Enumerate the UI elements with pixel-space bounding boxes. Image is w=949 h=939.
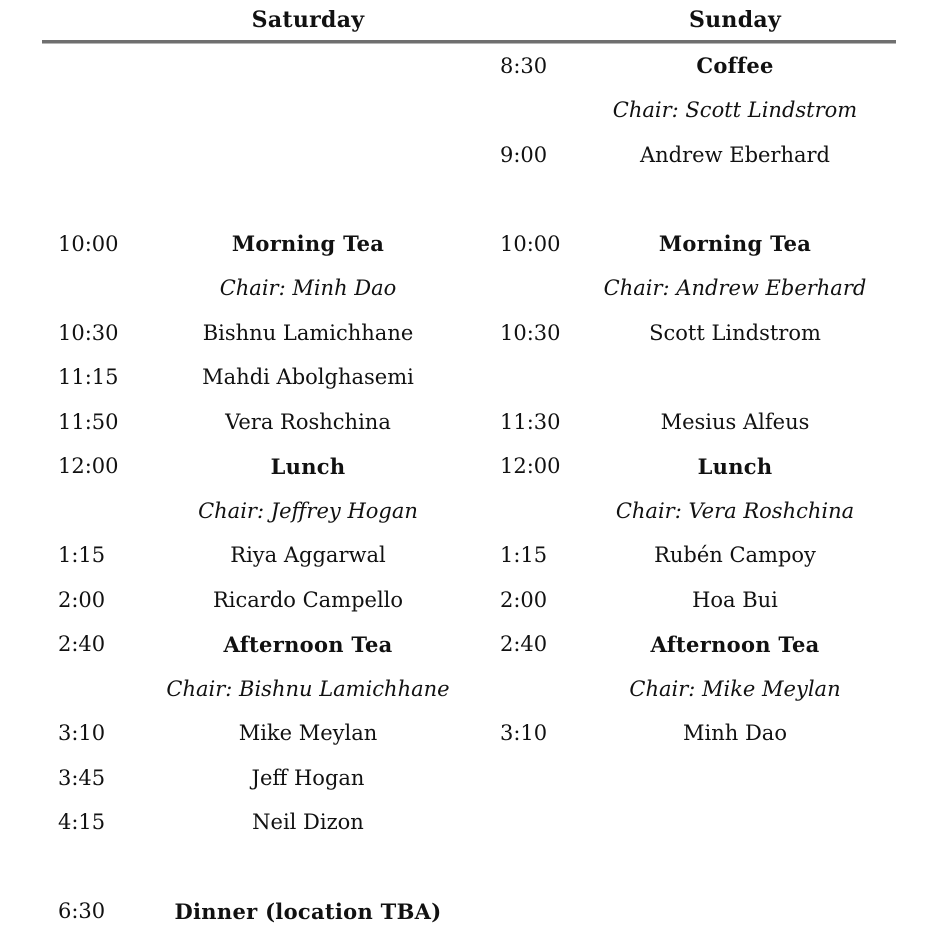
schedule-rows xyxy=(42,44,912,934)
sunday-time-cell: 9:00 xyxy=(500,142,548,167)
sunday-event-cell: Lunch xyxy=(697,453,773,479)
saturday-event-cell: Morning Tea xyxy=(231,231,385,257)
day-header-saturday: Saturday xyxy=(251,7,365,33)
sunday-time-cell: 2:00 xyxy=(500,587,548,612)
sunday-event-cell: Morning Tea xyxy=(658,231,812,257)
sunday-event-cell: Chair: Vera Roshchina xyxy=(615,498,855,523)
saturday-time-cell: 10:30 xyxy=(58,320,119,345)
saturday-event-cell: Neil Dizon xyxy=(252,810,364,835)
sunday-event-cell: Chair: Andrew Eberhard xyxy=(603,276,867,301)
sunday-event-cell: Chair: Mike Meylan xyxy=(629,676,841,701)
sunday-time-cell: 2:40 xyxy=(500,632,548,657)
saturday-event-cell: Vera Roshchina xyxy=(225,409,391,434)
saturday-event-cell: Chair: Minh Dao xyxy=(219,276,397,301)
schedule-header xyxy=(42,0,912,40)
saturday-event-cell: Chair: Bishnu Lamichhane xyxy=(166,676,450,701)
schedule-table xyxy=(42,0,912,934)
saturday-time-cell: 10:00 xyxy=(58,231,119,256)
saturday-event-cell: Chair: Jeffrey Hogan xyxy=(198,498,418,523)
day-header-sunday: Sunday xyxy=(688,7,782,33)
saturday-time-cell: 2:40 xyxy=(58,632,106,657)
saturday-event-cell: Jeff Hogan xyxy=(251,765,365,790)
saturday-event-cell: Bishnu Lamichhane xyxy=(202,320,414,345)
sunday-event-cell: Chair: Scott Lindstrom xyxy=(612,98,858,123)
sunday-event-cell: Minh Dao xyxy=(683,721,787,746)
sunday-event-cell: Andrew Eberhard xyxy=(639,142,830,167)
saturday-event-cell: Riya Aggarwal xyxy=(230,543,386,568)
saturday-event-cell: Dinner (location TBA) xyxy=(174,898,442,924)
saturday-time-cell: 1:15 xyxy=(58,543,106,568)
sunday-time-cell: 12:00 xyxy=(500,454,561,479)
saturday-time-cell: 3:45 xyxy=(58,765,106,790)
saturday-time-cell: 12:00 xyxy=(58,454,119,479)
sunday-time-cell: 3:10 xyxy=(500,721,548,746)
saturday-time-cell: 11:50 xyxy=(58,409,119,434)
saturday-time-cell: 4:15 xyxy=(58,810,106,835)
saturday-time-cell: 11:15 xyxy=(58,365,119,390)
sunday-time-cell: 10:00 xyxy=(500,231,561,256)
saturday-event-cell: Mike Meylan xyxy=(238,721,378,746)
sunday-event-cell: Scott Lindstrom xyxy=(649,320,821,345)
sunday-event-cell: Afternoon Tea xyxy=(650,631,820,657)
sunday-event-cell: Hoa Bui xyxy=(692,587,778,612)
saturday-event-cell: Afternoon Tea xyxy=(223,631,393,657)
saturday-event-cell: Ricardo Campello xyxy=(212,587,404,612)
sunday-time-cell: 8:30 xyxy=(500,53,548,78)
sunday-time-cell: 11:30 xyxy=(500,409,561,434)
sunday-time-cell: 10:30 xyxy=(500,320,561,345)
saturday-event-cell: Lunch xyxy=(270,453,346,479)
sunday-event-cell: Coffee xyxy=(696,53,774,79)
sunday-event-cell: Mesius Alfeus xyxy=(660,409,810,434)
sunday-event-cell: Rubén Campoy xyxy=(654,543,816,568)
saturday-event-cell: Mahdi Abolghasemi xyxy=(202,365,414,390)
sunday-time-cell: 1:15 xyxy=(500,543,548,568)
saturday-time-cell: 6:30 xyxy=(58,899,106,924)
saturday-time-cell: 2:00 xyxy=(58,587,106,612)
saturday-time-cell: 3:10 xyxy=(58,721,106,746)
